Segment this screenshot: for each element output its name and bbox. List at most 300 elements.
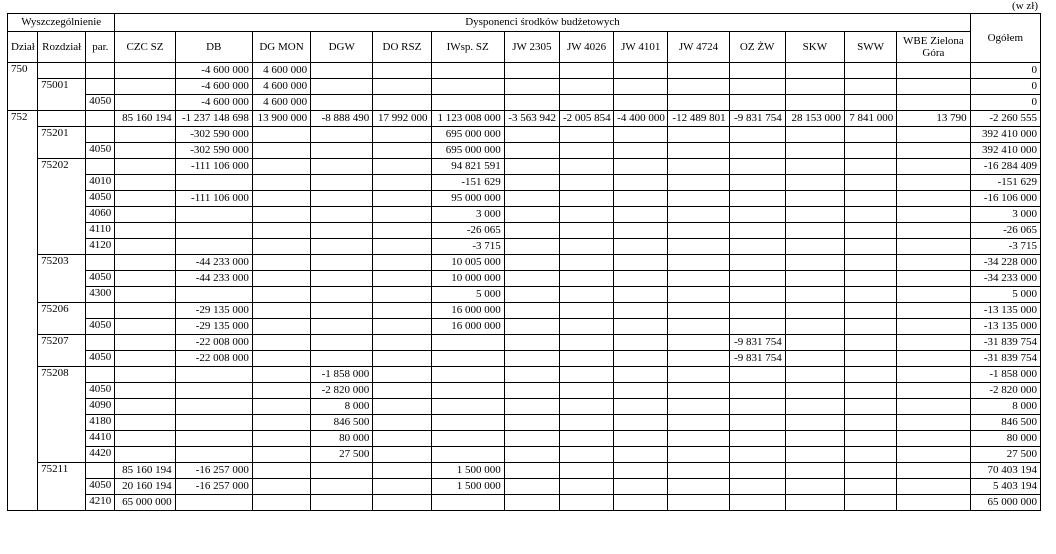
cell-value: -8 888 490 (311, 111, 373, 127)
header-dysponent: OZ ŻW (729, 32, 785, 63)
cell-total: -16 284 409 (970, 159, 1040, 175)
cell-par (86, 463, 115, 479)
cell-value (845, 143, 897, 159)
table-row (8, 415, 1041, 431)
cell-total: -151 629 (970, 175, 1040, 191)
cell-value (897, 127, 970, 143)
cell-value (373, 207, 431, 223)
cell-rozdzial: 75207 (38, 335, 86, 367)
cell-total: 392 410 000 (970, 127, 1040, 143)
cell-value (845, 479, 897, 495)
header-dysponent: JW 4101 (614, 32, 668, 63)
cell-value (845, 63, 897, 79)
cell-value: 7 841 000 (845, 111, 897, 127)
cell-value: 85 160 194 (115, 463, 175, 479)
cell-rozdzial: 75208 (38, 367, 86, 463)
cell-value (897, 207, 970, 223)
cell-value (175, 207, 252, 223)
cell-value (559, 335, 613, 351)
cell-value (431, 415, 504, 431)
table-row (8, 159, 1041, 175)
cell-par (86, 79, 115, 95)
cell-value (115, 287, 175, 303)
cell-value (373, 271, 431, 287)
cell-par: 4410 (86, 431, 115, 447)
cell-rozdzial: 75211 (38, 463, 86, 511)
cell-value (559, 351, 613, 367)
cell-value (614, 255, 668, 271)
cell-value (115, 175, 175, 191)
cell-value (668, 351, 729, 367)
header-group-mid: Dysponenci środków budżetowych (115, 14, 970, 32)
header-group-left: Wyszczególnienie (8, 14, 115, 32)
cell-value (614, 335, 668, 351)
cell-value (252, 271, 310, 287)
cell-value (311, 335, 373, 351)
cell-value (785, 351, 844, 367)
header-dysponent: DO RSZ (373, 32, 431, 63)
cell-value (845, 95, 897, 111)
cell-value (373, 127, 431, 143)
cell-value (115, 383, 175, 399)
cell-value (785, 447, 844, 463)
cell-value (175, 399, 252, 415)
table-row (8, 271, 1041, 287)
cell-value (373, 479, 431, 495)
cell-total: -13 135 000 (970, 303, 1040, 319)
cell-value: -22 008 000 (175, 351, 252, 367)
cell-value: -16 257 000 (175, 463, 252, 479)
cell-value (373, 175, 431, 191)
cell-value: -2 005 854 (559, 111, 613, 127)
cell-value (668, 431, 729, 447)
cell-value (897, 143, 970, 159)
cell-value (252, 367, 310, 383)
cell-value (559, 191, 613, 207)
cell-value (504, 287, 559, 303)
cell-value (311, 159, 373, 175)
cell-value (897, 335, 970, 351)
cell-value: -4 600 000 (175, 63, 252, 79)
cell-value (897, 351, 970, 367)
table-body (8, 63, 1041, 511)
cell-value: 10 005 000 (431, 255, 504, 271)
cell-value (785, 207, 844, 223)
cell-par: 4050 (86, 319, 115, 335)
table-row (8, 287, 1041, 303)
cell-value (252, 495, 310, 511)
cell-value (115, 399, 175, 415)
cell-value (614, 127, 668, 143)
cell-value (115, 415, 175, 431)
cell-value (252, 127, 310, 143)
cell-value (431, 495, 504, 511)
cell-value (845, 207, 897, 223)
cell-value (614, 175, 668, 191)
cell-total: 0 (970, 95, 1040, 111)
cell-value (845, 431, 897, 447)
cell-value (668, 447, 729, 463)
cell-value (668, 399, 729, 415)
cell-value (559, 63, 613, 79)
cell-value: 1 123 008 000 (431, 111, 504, 127)
cell-value (668, 175, 729, 191)
cell-value (845, 175, 897, 191)
cell-total: 80 000 (970, 431, 1040, 447)
table-row (8, 63, 1041, 79)
cell-value (785, 431, 844, 447)
table-row (8, 495, 1041, 511)
cell-value (729, 431, 785, 447)
cell-value (373, 159, 431, 175)
cell-value (785, 287, 844, 303)
cell-value (504, 175, 559, 191)
cell-par: 4300 (86, 287, 115, 303)
cell-value (614, 191, 668, 207)
cell-total: -31 839 754 (970, 335, 1040, 351)
cell-value (897, 415, 970, 431)
cell-value (373, 367, 431, 383)
cell-value (115, 95, 175, 111)
cell-value (897, 319, 970, 335)
cell-value: 5 000 (431, 287, 504, 303)
cell-par (86, 127, 115, 143)
table-row (8, 303, 1041, 319)
cell-value (504, 207, 559, 223)
cell-value (311, 63, 373, 79)
cell-value (115, 271, 175, 287)
cell-value (729, 463, 785, 479)
cell-value: 94 821 591 (431, 159, 504, 175)
cell-value: 16 000 000 (431, 303, 504, 319)
cell-value (311, 223, 373, 239)
cell-total: -3 715 (970, 239, 1040, 255)
cell-value (614, 239, 668, 255)
cell-total: -16 106 000 (970, 191, 1040, 207)
cell-par: 4010 (86, 175, 115, 191)
cell-value (175, 447, 252, 463)
cell-value (559, 463, 613, 479)
cell-value (252, 175, 310, 191)
cell-value (668, 303, 729, 319)
cell-value (311, 207, 373, 223)
cell-value (614, 303, 668, 319)
cell-value (897, 159, 970, 175)
cell-value (845, 159, 897, 175)
cell-value (373, 79, 431, 95)
table-row (8, 191, 1041, 207)
cell-value (845, 79, 897, 95)
cell-value (668, 79, 729, 95)
cell-rozdzial: 75206 (38, 303, 86, 335)
cell-value (897, 463, 970, 479)
cell-value: 10 000 000 (431, 271, 504, 287)
cell-value (559, 495, 613, 511)
cell-value (668, 319, 729, 335)
cell-value (504, 255, 559, 271)
cell-value (785, 223, 844, 239)
cell-value (785, 255, 844, 271)
cell-value (373, 191, 431, 207)
cell-value (897, 95, 970, 111)
cell-value (614, 207, 668, 223)
cell-value (845, 223, 897, 239)
cell-value (729, 271, 785, 287)
cell-value (559, 367, 613, 383)
cell-value (559, 143, 613, 159)
cell-value: -3 563 942 (504, 111, 559, 127)
cell-value (115, 239, 175, 255)
cell-value (845, 415, 897, 431)
cell-value (845, 463, 897, 479)
cell-value (668, 383, 729, 399)
cell-value (373, 335, 431, 351)
cell-value (504, 335, 559, 351)
cell-value (115, 303, 175, 319)
cell-value (614, 223, 668, 239)
cell-value (311, 319, 373, 335)
cell-value (252, 223, 310, 239)
cell-total: 27 500 (970, 447, 1040, 463)
cell-value (614, 351, 668, 367)
cell-value (845, 319, 897, 335)
cell-value (614, 495, 668, 511)
cell-value (311, 479, 373, 495)
cell-value (311, 271, 373, 287)
cell-value: 65 000 000 (115, 495, 175, 511)
cell-value (785, 159, 844, 175)
cell-total: -13 135 000 (970, 319, 1040, 335)
cell-value (431, 351, 504, 367)
cell-value (614, 367, 668, 383)
table-row (8, 79, 1041, 95)
cell-value (897, 223, 970, 239)
cell-value (504, 351, 559, 367)
cell-value (785, 383, 844, 399)
cell-value (729, 159, 785, 175)
table-row (8, 463, 1041, 479)
cell-par (86, 63, 115, 79)
cell-value (614, 463, 668, 479)
cell-value (115, 255, 175, 271)
cell-value: -302 590 000 (175, 127, 252, 143)
cell-par: 4060 (86, 207, 115, 223)
cell-value: -151 629 (431, 175, 504, 191)
cell-value (252, 303, 310, 319)
cell-value (668, 287, 729, 303)
table-row (8, 335, 1041, 351)
cell-total: 0 (970, 79, 1040, 95)
cell-value (373, 255, 431, 271)
cell-par: 4050 (86, 143, 115, 159)
cell-value: 16 000 000 (431, 319, 504, 335)
cell-value (668, 479, 729, 495)
cell-total: 70 403 194 (970, 463, 1040, 479)
cell-value (729, 175, 785, 191)
cell-value: -44 233 000 (175, 255, 252, 271)
cell-value (845, 255, 897, 271)
cell-par (86, 367, 115, 383)
cell-value (729, 223, 785, 239)
cell-value (311, 79, 373, 95)
cell-value (614, 415, 668, 431)
table-row (8, 351, 1041, 367)
cell-value: 1 500 000 (431, 463, 504, 479)
header-total: Ogółem (970, 14, 1040, 63)
cell-value (115, 207, 175, 223)
cell-value (668, 159, 729, 175)
cell-value (373, 463, 431, 479)
cell-value (845, 191, 897, 207)
cell-value (785, 79, 844, 95)
cell-value (311, 495, 373, 511)
cell-value (115, 159, 175, 175)
cell-value (668, 271, 729, 287)
table-row (8, 383, 1041, 399)
cell-par (86, 303, 115, 319)
cell-value (845, 383, 897, 399)
cell-value (115, 127, 175, 143)
cell-value: 695 000 000 (431, 127, 504, 143)
cell-value (252, 255, 310, 271)
cell-value (785, 143, 844, 159)
cell-value (504, 271, 559, 287)
cell-value: 4 600 000 (252, 95, 310, 111)
cell-value (252, 287, 310, 303)
cell-value (785, 319, 844, 335)
cell-total: 5 000 (970, 287, 1040, 303)
cell-value (373, 239, 431, 255)
cell-value: 4 600 000 (252, 63, 310, 79)
cell-total: 8 000 (970, 399, 1040, 415)
cell-value (373, 319, 431, 335)
cell-value (373, 415, 431, 431)
cell-value (897, 239, 970, 255)
header-dysponent: WBE Zielona Góra (897, 32, 970, 63)
cell-value (115, 79, 175, 95)
cell-value (614, 479, 668, 495)
cell-value (614, 383, 668, 399)
cell-par: 4050 (86, 479, 115, 495)
cell-value: -111 106 000 (175, 159, 252, 175)
cell-value (559, 255, 613, 271)
cell-value (504, 191, 559, 207)
cell-value (311, 143, 373, 159)
cell-value (504, 95, 559, 111)
cell-value (845, 447, 897, 463)
cell-value (729, 479, 785, 495)
cell-value (668, 463, 729, 479)
cell-value (559, 303, 613, 319)
cell-value: -2 820 000 (311, 383, 373, 399)
cell-value: 85 160 194 (115, 111, 175, 127)
cell-value (785, 415, 844, 431)
cell-value (668, 63, 729, 79)
cell-value (729, 95, 785, 111)
cell-value (373, 431, 431, 447)
cell-value: -302 590 000 (175, 143, 252, 159)
cell-value (897, 175, 970, 191)
cell-value (559, 383, 613, 399)
cell-value (311, 303, 373, 319)
cell-value (845, 127, 897, 143)
cell-value (729, 495, 785, 511)
cell-value (614, 159, 668, 175)
cell-par: 4210 (86, 495, 115, 511)
cell-rozdzial: 75203 (38, 255, 86, 303)
cell-par: 4110 (86, 223, 115, 239)
cell-value (311, 191, 373, 207)
header-dysponent: JW 4724 (668, 32, 729, 63)
cell-value: 8 000 (311, 399, 373, 415)
cell-value (431, 399, 504, 415)
cell-value (668, 223, 729, 239)
cell-par (86, 335, 115, 351)
cell-value (897, 431, 970, 447)
cell-value (614, 447, 668, 463)
cell-value (729, 143, 785, 159)
cell-total: -34 228 000 (970, 255, 1040, 271)
cell-value (785, 175, 844, 191)
cell-value (668, 335, 729, 351)
cell-value (559, 223, 613, 239)
cell-value (845, 399, 897, 415)
cell-total: -31 839 754 (970, 351, 1040, 367)
cell-value (668, 207, 729, 223)
cell-value (897, 383, 970, 399)
cell-dzial: 750 (8, 63, 38, 111)
cell-value: -44 233 000 (175, 271, 252, 287)
currency-note: (w zł) (1012, 0, 1038, 12)
cell-value (729, 415, 785, 431)
cell-value (897, 255, 970, 271)
cell-value (785, 479, 844, 495)
cell-rozdzial: 75001 (38, 79, 86, 111)
cell-value (252, 207, 310, 223)
cell-value (668, 143, 729, 159)
cell-value: -4 600 000 (175, 79, 252, 95)
table-row (8, 223, 1041, 239)
cell-value (175, 367, 252, 383)
cell-value (311, 287, 373, 303)
cell-par: 4180 (86, 415, 115, 431)
cell-value (373, 447, 431, 463)
cell-value (504, 79, 559, 95)
cell-value: 13 900 000 (252, 111, 310, 127)
cell-value: 80 000 (311, 431, 373, 447)
cell-par: 4090 (86, 399, 115, 415)
cell-value (252, 399, 310, 415)
cell-value (559, 479, 613, 495)
cell-value (614, 399, 668, 415)
header-dysponent: SKW (785, 32, 844, 63)
cell-value: -111 106 000 (175, 191, 252, 207)
cell-value (175, 383, 252, 399)
cell-value (897, 367, 970, 383)
cell-value: -12 489 801 (668, 111, 729, 127)
cell-value: 28 153 000 (785, 111, 844, 127)
cell-total: 0 (970, 63, 1040, 79)
cell-value (504, 239, 559, 255)
cell-value (614, 63, 668, 79)
cell-value (115, 143, 175, 159)
table-row (8, 319, 1041, 335)
cell-value (504, 479, 559, 495)
cell-value (614, 79, 668, 95)
cell-value (252, 415, 310, 431)
cell-value (845, 303, 897, 319)
cell-rozdzial: 75202 (38, 159, 86, 255)
